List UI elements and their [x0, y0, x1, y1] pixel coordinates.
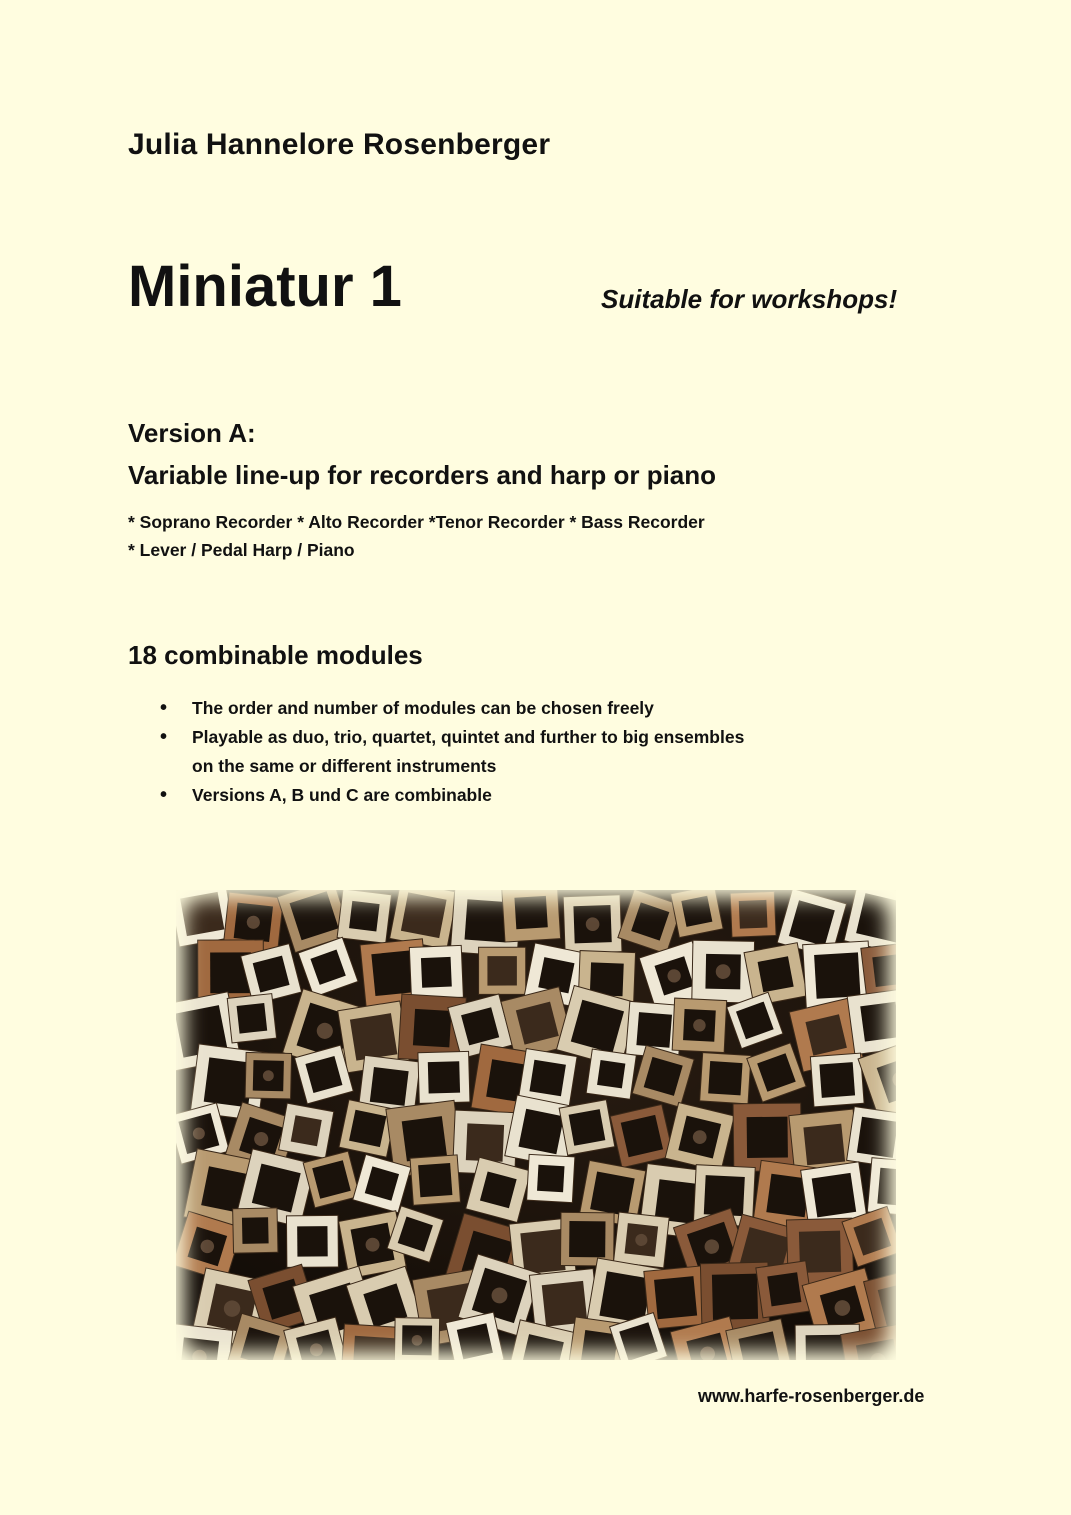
website-link[interactable]: www.harfe-rosenberger.de — [698, 1386, 925, 1406]
list-item: • The order and number of modules can be chosen freely — [160, 694, 744, 723]
instrument-line-harp-piano: * Lever / Pedal Harp / Piano — [128, 540, 355, 560]
modules-heading: 18 combinable modules — [128, 640, 423, 670]
version-description: Variable line-up for recorders and harp or piano — [128, 460, 717, 490]
author-name: Julia Hannelore Rosenberger — [128, 128, 551, 161]
tagline: Suitable for workshops! — [601, 284, 898, 314]
list-item: • Versions A, B und C are combinable — [160, 781, 744, 810]
instrument-list — [128, 508, 705, 564]
piece-title: Miniatur 1 — [128, 254, 402, 319]
organ-pipes-photo — [176, 890, 896, 1360]
organ-pipes-illustration — [176, 890, 896, 1360]
feature-list — [160, 694, 744, 810]
list-item: • Playable as duo, trio, quartet, quintet and further to big ensembles on the same or different instruments — [160, 723, 744, 781]
version-block — [128, 412, 716, 496]
version-label: Version A: — [128, 418, 256, 448]
instrument-line-recorders: * Soprano Recorder * Alto Recorder *Tenor Recorder * Bass Recorder — [128, 512, 705, 532]
